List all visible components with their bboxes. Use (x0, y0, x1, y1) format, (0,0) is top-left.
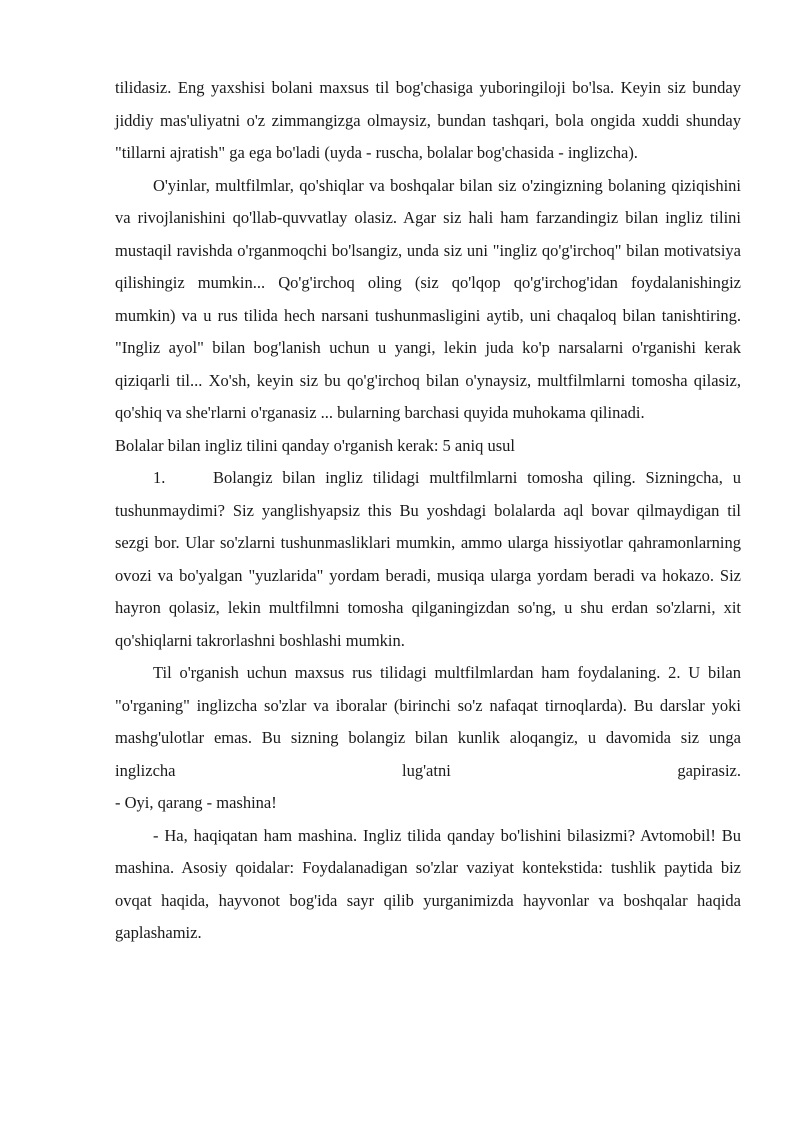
dialogue-line-1: - Oyi, qarang - mashina! (115, 793, 277, 812)
dialogue-line-2: - Ha, haqiqatan ham mashina. Ingliz tilida qanday bo'lishini bilasizmi? Avtomobil! Bu mashina. Asosiy qoidalar: Foydalanadigan so'zlar vaziyat kontekstida: tushlik paytida biz ovqat haqida, hayvonot bog'ida sayr qilib yurganimizda hayvonlar va boshqalar haqida gaplashamiz. (115, 825, 741, 942)
paragraph-continuation: tilidasiz. Eng yaxshisi bolani maxsus til bog'chasiga yuboringiloji bo'lsa. Keyin siz bunday jiddiy mas'uliyatni o'z zimmangizga olmaysiz, bundan tashqari, bola ongida xuddi shunday "tillarni ajratish" ga ega bo'ladi (uyda - ruscha, bolalar bog'chasida - inglizcha). (115, 78, 741, 162)
numbered-item-1 (115, 462, 741, 657)
paragraph-games-cartoons: O'yinlar, multfilmlar, qo'shiqlar va boshqalar bilan siz o'zingizning bolaning qiziqishini va rivojlanishini qo'llab-quvvatlay olasiz. Agar siz hali ham farzandingiz bilan ingliz tilini mustaqil ravishda o'rganmoqchi bo'lsangiz, unda siz uni "ingliz qo'g'irchoq" bilan motivatsiya qilishingiz mumkin... Qo'g'irchoq oling (siz qo'lqop qo'g'irchog'idan foydalanishingiz mumkin) va u rus tilida hech narsani tushunmasligini aytib, uni chaqaloq bilan tanishtiring. "Ingliz ayol" bilan bog'lanish uchun u yangi, lekin juda ko'p narsalarni o'rganishi kerak qiziqarli til... Xo'sh, keyin siz bu qo'g'irchoq bilan o'ynaysiz, multfilmlarni tomosha qilasiz, qo'shiq va she'rlarni o'rganasiz ... bularning barchasi quyida muhokama qilinadi. (115, 175, 741, 422)
item-text: Bolangiz bilan ingliz tilidagi multfilmlarni tomosha qiling. Sizningcha, u tushunmaydimi? Siz yanglishyapsiz this Bu yoshdagi bolalarda aql bovar qilmaydigan til sezgi bor. Ular so'zlarni tushunmasliklari mumkin, ammo ularga hissiyotlar qahramonlarning ovozi va bo'yalgan "yuzlarida" yordam beradi, musiqa ularga yordam beradi va hokazo. Siz hayron qolasiz, lekin multfilmni tomosha qilganingizdan so'ng, u shu erdan so'zlarni, xit qo'shiqlarni takrorlashni boshlashi mumkin. (115, 468, 741, 650)
section-heading-5-methods: Bolalar bilan ingliz tilini qanday o'rganish kerak: 5 aniq usul (115, 435, 515, 455)
paragraph-method-2: Til o'rganish uchun maxsus rus tilidagi multfilmlardan ham foydalaning. 2. U bilan "o'rganing" inglizcha so'zlar va iboralar (birinchi so'z nafaqat tirnoqlarda). Bu darslar yoki mashg'ulotlar emas. Bu sizning bolangiz bilan kunlik aloqangiz, u davomida siz unga inglizcha lug'atni gapirasiz. (115, 663, 741, 780)
item-number: 1. (153, 468, 166, 487)
document-body (115, 72, 741, 950)
